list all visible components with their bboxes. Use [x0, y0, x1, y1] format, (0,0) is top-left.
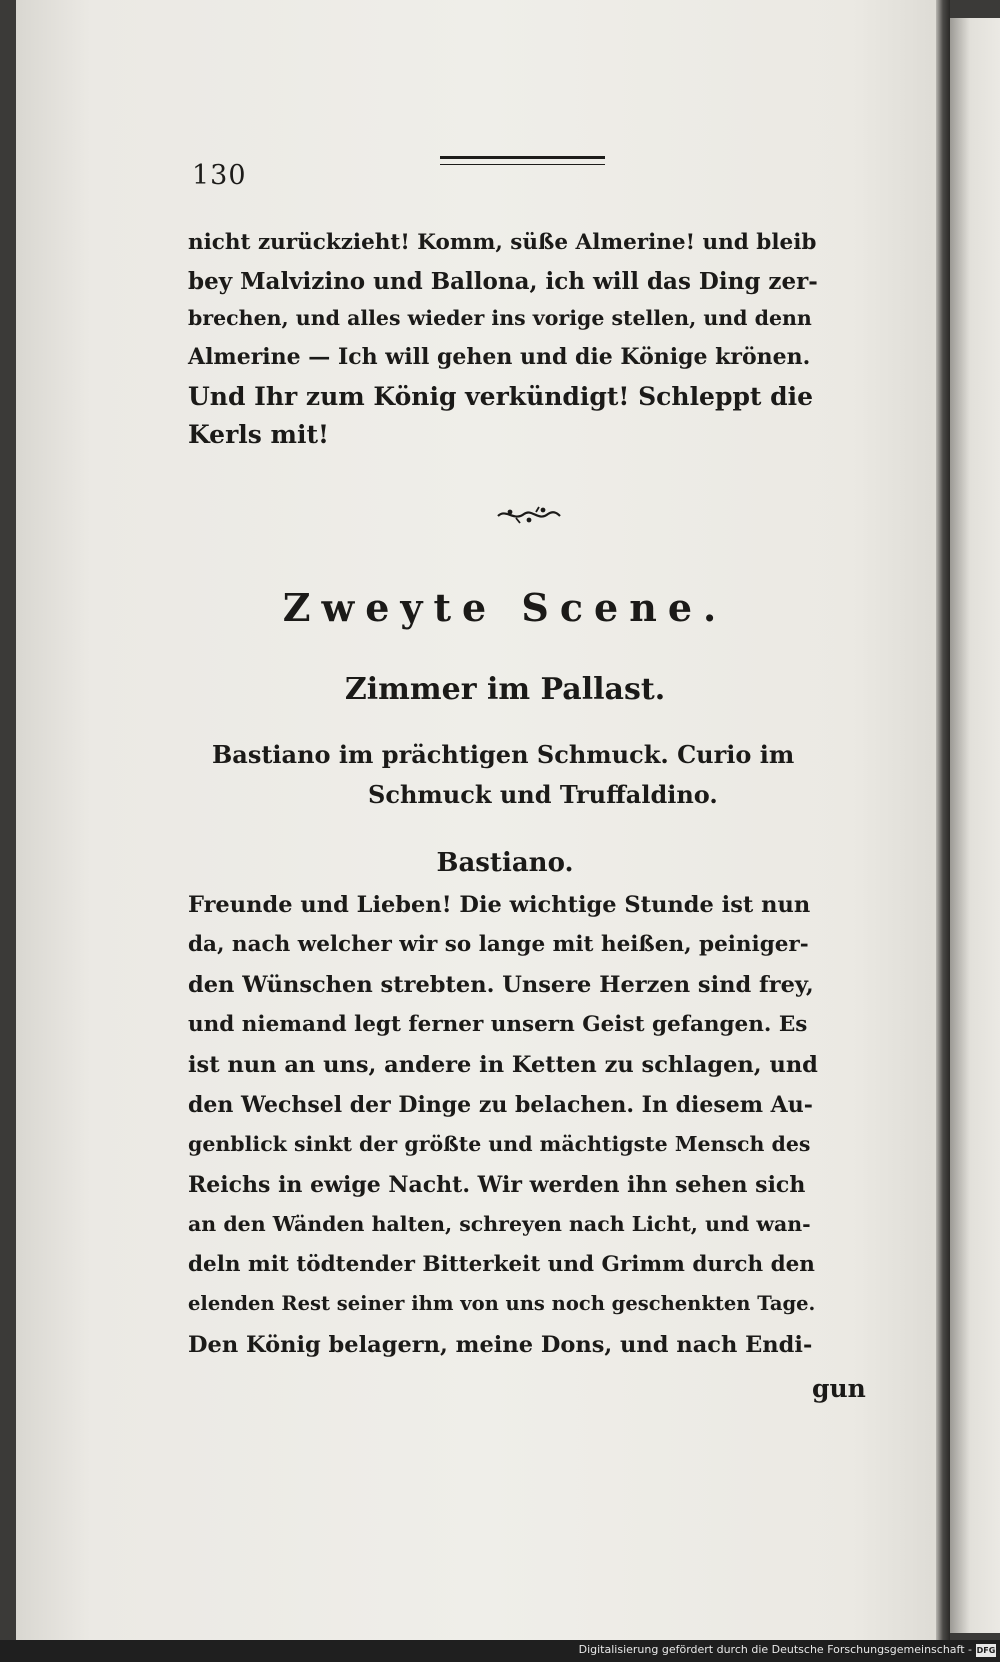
text-line: und niemand legt ferner unsern Geist gefangen. Es [188, 1012, 808, 1037]
facing-page-edge [950, 18, 1000, 1633]
header-rule [440, 156, 605, 165]
text-line: da, nach welcher wir so lange mit heißen, peiniger- [188, 932, 809, 957]
text-line: Freunde und Lieben! Die wichtige Stunde ist nun [188, 892, 811, 918]
stage-direction-line: Bastiano im prächtigen Schmuck. Curio im [212, 740, 795, 769]
text-line: Kerls mit! [188, 420, 330, 449]
text-line: den Wünschen strebten. Unsere Herzen sind frey, [188, 972, 814, 998]
text-line: bey Malvizino und Ballona, ich will das Ding zer- [188, 268, 818, 295]
text-line: nicht zurückzieht! Komm, süße Almerine! und bleib [188, 230, 817, 255]
text-line: Und Ihr zum König verkündigt! Schleppt die [188, 382, 814, 411]
text-line: den Wechsel der Dinge zu belachen. In diesem Au- [188, 1092, 813, 1118]
text-line: Reichs in ewige Nacht. Wir werden ihn sehen sich [188, 1172, 806, 1198]
catchword: gun [812, 1374, 866, 1403]
text-line: an den Wänden halten, schreyen nach Licht, und wan- [188, 1212, 811, 1236]
speaker-name: Bastiano. [436, 848, 574, 878]
scene-title: Zweyte Scene. [282, 585, 728, 630]
text-line: Almerine — Ich will gehen und die Könige krönen. [188, 344, 811, 370]
text-line: elenden Rest seiner ihm von uns noch geschenkten Tage. [188, 1292, 816, 1315]
digitization-credit: Digitalisierung gefördert durch die Deutsche Forschungsgemeinschaft - [578, 1643, 972, 1656]
dfg-logo-icon: DFG [976, 1646, 996, 1655]
page-number: 130 [192, 160, 247, 191]
book-gutter [936, 0, 950, 1662]
text-line: Den König belagern, meine Dons, und nach Endi- [188, 1332, 813, 1358]
text-line: deln mit tödtender Bitterkeit und Grimm durch den [188, 1252, 815, 1277]
text-line: genblick sinkt der größte und mächtigste Mensch des [188, 1132, 811, 1156]
text-line: brechen, und alles wieder ins vorige stellen, und denn [188, 306, 812, 330]
stage-direction-line: Schmuck und Truffaldino. [368, 780, 718, 809]
ornament-icon [496, 504, 562, 526]
scene-location: Zimmer im Pallast. [344, 672, 666, 707]
text-line: ist nun an uns, andere in Ketten zu schlagen, und [188, 1052, 818, 1078]
